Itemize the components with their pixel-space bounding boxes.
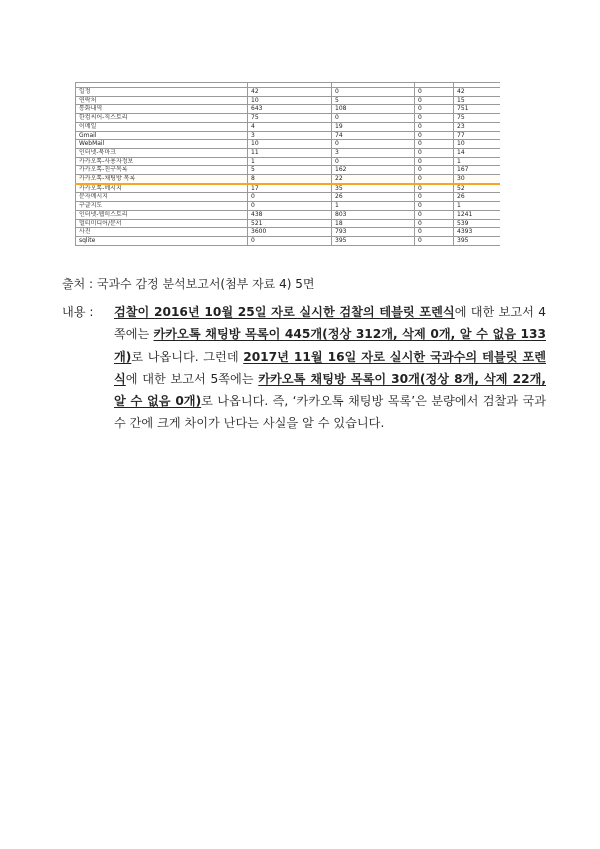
table-cell-value: 0: [332, 114, 415, 123]
table-cell-value: 167: [454, 166, 501, 175]
table-row: [76, 157, 501, 166]
table-cell-item: 일정: [76, 88, 248, 97]
table-cell-value: 10: [454, 140, 501, 149]
table-cell-value: 0: [415, 219, 454, 228]
table-row: [76, 193, 501, 202]
table-cell-value: 3600: [248, 228, 332, 237]
table-cell-item: 이메일: [76, 122, 248, 131]
emphasized-text: 카카오톡 채팅방 목록이 445개(정상 312개, 삭제 0개, 알 수 없음 133개): [114, 327, 546, 364]
table-cell-value: 438: [248, 210, 332, 219]
table-cell-item: 카카오톡-친구목록: [76, 166, 248, 175]
table-cell-item: 구글지도: [76, 202, 248, 211]
table-cell-item: 사진: [76, 228, 248, 237]
table-cell-value: 539: [454, 219, 501, 228]
table-cell-value: 75: [454, 114, 501, 123]
table-row: [76, 148, 501, 157]
table-cell-value: 23: [454, 122, 501, 131]
table-cell-value: 52: [454, 184, 501, 193]
table-cell-value: 10: [248, 96, 332, 105]
table-cell-item: 인터넷-웹히스토리: [76, 210, 248, 219]
table-cell-item: 멀티미디어/문서: [76, 219, 248, 228]
table-cell-value: 0: [415, 157, 454, 166]
table-cell-value: 75: [248, 114, 332, 123]
table-row: [76, 105, 501, 114]
table-cell-value: 77: [454, 131, 501, 140]
emphasized-text: 검찰이 2016년 10월 25일 자로 실시한 검찰의 테블릿 포렌식: [114, 305, 455, 319]
table-row: [76, 122, 501, 131]
table-row: [76, 88, 501, 97]
table-cell-item: 연락처: [76, 96, 248, 105]
table-cell-value: 1: [248, 157, 332, 166]
table-cell-value: 15: [454, 96, 501, 105]
table-cell-value: 0: [415, 236, 454, 245]
table-cell-value: 14: [454, 148, 501, 157]
table-row: [76, 140, 501, 149]
table-cell-value: 0: [415, 148, 454, 157]
table-cell-value: 0: [415, 184, 454, 193]
table-cell-item: Gmail: [76, 131, 248, 140]
table-cell-value: 0: [415, 202, 454, 211]
table-row: [76, 166, 501, 175]
table-cell-value: 1: [332, 202, 415, 211]
table-cell-value: 0: [415, 166, 454, 175]
table-cell-value: 751: [454, 105, 501, 114]
table-cell-value: 42: [454, 88, 501, 97]
table-cell-value: 162: [332, 166, 415, 175]
body-text: 로 나옵니다. 즉, ‘카카오톡 채팅방 목록’은 분량에서 검찰과 국과수 간에 크게 차이가 난다는 사실을 알 수 있습니다.: [114, 394, 546, 431]
table-cell-value: 0: [415, 228, 454, 237]
content-block: [62, 301, 546, 435]
table-row: [76, 236, 501, 245]
table-cell-value: 0: [248, 236, 332, 245]
table-cell-value: 4: [248, 122, 332, 131]
table-cell-value: 0: [248, 202, 332, 211]
table-row: [76, 175, 501, 184]
table-cell-value: 1: [454, 157, 501, 166]
table-cell-value: 3: [332, 148, 415, 157]
table-cell-value: 0: [332, 157, 415, 166]
source-label: 출처 :: [62, 277, 97, 291]
table-cell-value: 26: [332, 193, 415, 202]
table-row: [76, 131, 501, 140]
table-cell-value: 0: [415, 193, 454, 202]
table-row: [76, 202, 501, 211]
body-text: 에 대한 보고서 5쪽에는: [125, 371, 259, 386]
table-cell-value: 10: [248, 140, 332, 149]
table-cell-value: 0: [415, 175, 454, 184]
forensic-results-table: [75, 82, 500, 265]
table-cell-value: 0: [415, 140, 454, 149]
table-cell-item: 문자메시지: [76, 193, 248, 202]
table-cell-value: 0: [332, 140, 415, 149]
table-cell-value: 17: [248, 184, 332, 193]
source-line: [62, 275, 314, 292]
table-cell-value: 521: [248, 219, 332, 228]
table-cell-value: 22: [332, 175, 415, 184]
table-cell-value: 0: [415, 122, 454, 131]
table-cell-value: 4393: [454, 228, 501, 237]
table-cell-item: 카카오톡-메시지: [76, 184, 248, 193]
source-text: 국과수 감정 분석보고서(첨부 자료 4) 5면: [96, 277, 315, 291]
table-cell-value: 5: [248, 166, 332, 175]
table-cell-value: 0: [415, 131, 454, 140]
table-cell-value: 74: [332, 131, 415, 140]
body-text: 로 나옵니다. 그런데: [131, 349, 244, 364]
table-cell-value: 18: [332, 219, 415, 228]
content-label: 내용 :: [62, 305, 94, 319]
table-cell-value: 643: [248, 105, 332, 114]
table-cell-item: 카카오톡-사용자정보: [76, 157, 248, 166]
table-cell-item: 통화내역: [76, 105, 248, 114]
table-cell-item: WebMail: [76, 140, 248, 149]
table-row: [76, 228, 501, 237]
table-row: [76, 114, 501, 123]
table-cell-value: 0: [415, 88, 454, 97]
table-cell-value: 11: [248, 148, 332, 157]
results-table: [75, 82, 500, 246]
table-cell-value: 0: [415, 96, 454, 105]
table-cell-value: 3: [248, 131, 332, 140]
emphasized-text: 2017년 11월 16일 자로 실시한 국과수의 테블릿 포렌식: [114, 349, 547, 386]
table-cell-value: 26: [454, 193, 501, 202]
table-cell-value: 803: [332, 210, 415, 219]
table-cell-value: 793: [332, 228, 415, 237]
table-cell-item: 카카오톡-채팅방 목록: [76, 175, 248, 184]
table-cell-value: 108: [332, 105, 415, 114]
table-cell-value: 8: [248, 175, 332, 184]
table-row: [76, 219, 501, 228]
table-cell-value: 0: [415, 105, 454, 114]
table-cell-item: sqlite: [76, 236, 248, 245]
table-cell-value: 0: [332, 88, 415, 97]
table-cell-value: 0: [248, 193, 332, 202]
table-cell-value: 0: [415, 114, 454, 123]
table-row: [76, 184, 501, 193]
table-cell-value: 19: [332, 122, 415, 131]
table-cell-item: 한컴씨어-직스토리: [76, 114, 248, 123]
table-cell-value: 1241: [454, 210, 501, 219]
emphasized-text: 카카오톡 채팅방 목록이 30개(정상 8개, 삭제 22개, 알 수 없음 0개): [114, 371, 546, 409]
table-cell-value: 5: [332, 96, 415, 105]
body-text: 에 대한 보고서 4쪽에는: [114, 305, 547, 342]
table-cell-value: 35: [332, 184, 415, 193]
table-cell-value: 0: [415, 210, 454, 219]
content-body: [114, 301, 546, 435]
table-cell-item: 인터넷-북마크: [76, 148, 248, 157]
table-cell-value: 395: [454, 236, 501, 245]
table-cell-value: 1: [454, 202, 501, 211]
table-cell-value: 395: [332, 236, 415, 245]
table-row: [76, 96, 501, 105]
table-row: [76, 210, 501, 219]
table-cell-value: 42: [248, 88, 332, 97]
table-cell-value: 30: [454, 175, 501, 184]
